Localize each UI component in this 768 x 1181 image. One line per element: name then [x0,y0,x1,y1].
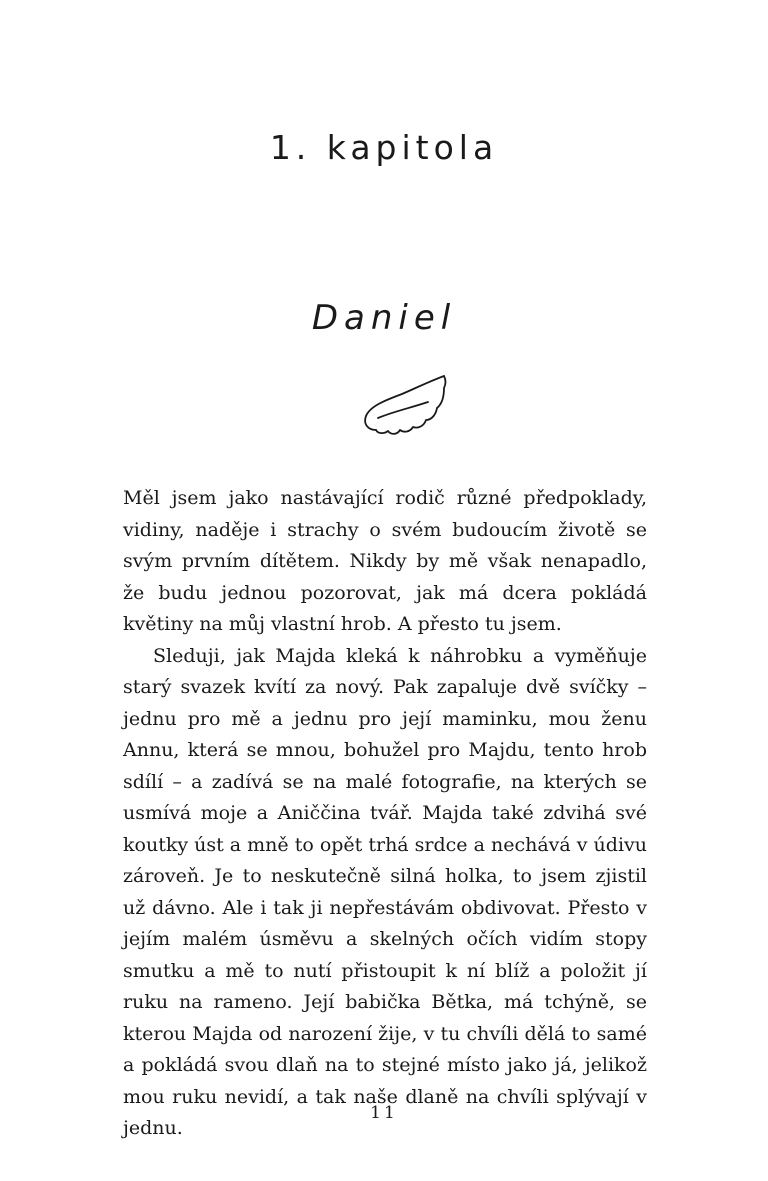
chapter-body [123,483,647,1145]
chapter-number: 1. kapitola [269,128,499,167]
paragraph: Sleduji, jak Majda kleká k náhrobku a vyměňuje starý svazek kvítí za nový. Pak zapaluje dvě svíčky – jednu pro mě a jednu pro její maminku, mou ženu Annu, která se mnou, bohužel pro Majdu, tento hrob sdílí – a zadívá se na malé fotografie, na kterých se usmívá moje a Aniččina tvář. Majda také zdvihá své koutky úst a mně to opět trhá srdce a nechává v údivu zároveň. Je to neskutečně silná holka, to jsem zjistil už dávno. Ale i tak ji nepřestávám obdivovat. Přesto v jejím malém úsměvu a skelných očích vidím stopy smutku a mě to nutí přistoupit k ní blíž a položit jí ruku na rameno. Její babička Bětka, má tchýně, se kterou Majda od narození žije, v tu chvíli dělá to samé a pokládá svou dlaň na to stejné místo jako já, jelikož mou ruku nevidí, a tak naše dlaně na chvíli splývají v jednu. [123,644,647,1139]
chapter-title: Daniel [311,298,457,338]
paragraph: Měl jsem jako nastávající rodič různé předpoklady, vidiny, naděje i strachy o svém budoucím životě se svým prvním dítětem. Nikdy by mě však nenapadlo, že budu jednou pozorovat, jak má dcera pokládá květiny na můj vlastní hrob. A přesto tu jsem. [123,487,647,635]
page-number: 11 [370,1103,398,1123]
wing-icon [358,372,450,438]
